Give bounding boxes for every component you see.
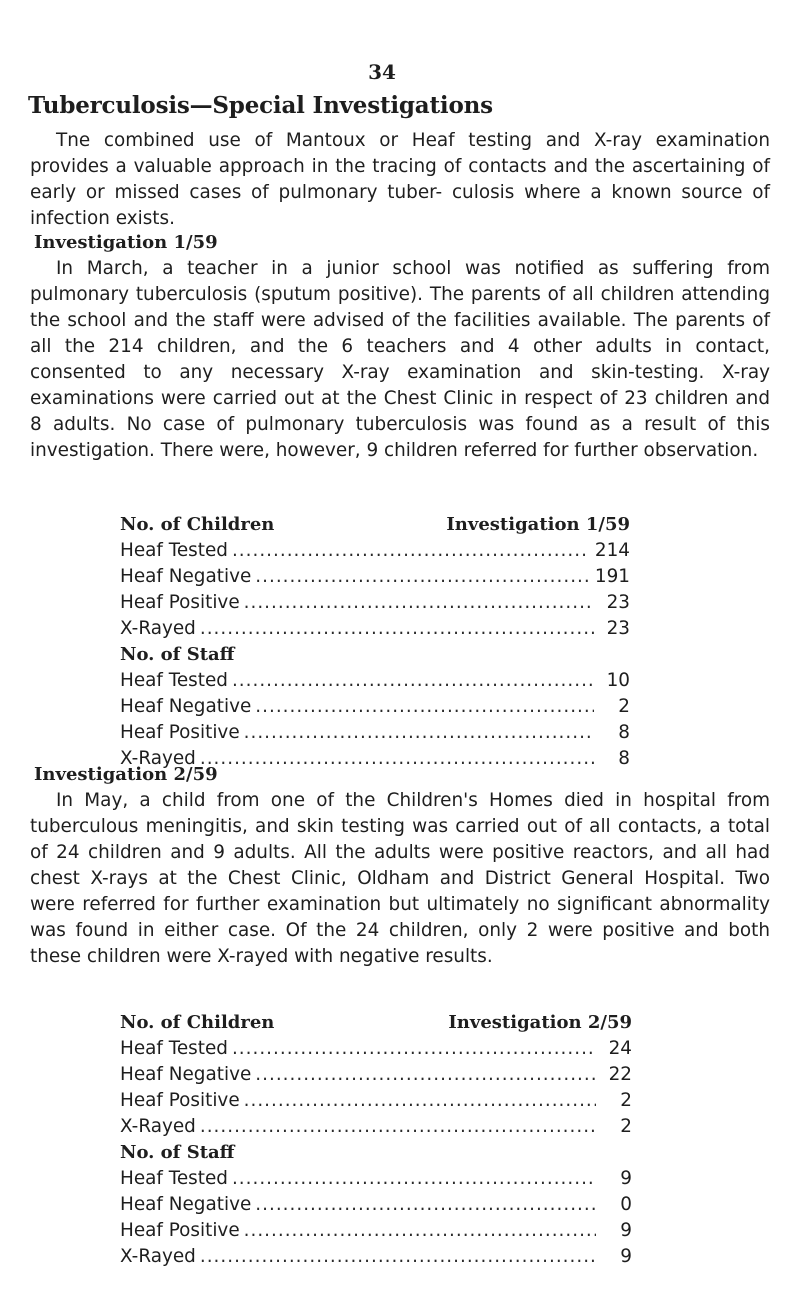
row-value: 8 — [618, 748, 630, 769]
row-value: 9 — [620, 1168, 632, 1189]
table-row — [120, 668, 630, 694]
table-row — [120, 694, 630, 720]
dot-leader — [244, 1218, 596, 1244]
table-row — [120, 1062, 632, 1088]
page-title: Tuberculosis—Special Investigations — [28, 92, 493, 119]
row-value: 9 — [620, 1246, 632, 1267]
row-value: 2 — [620, 1090, 632, 1111]
investigation-2-heading: Investigation 2/59 — [34, 764, 218, 785]
row-value: 191 — [594, 566, 630, 587]
row-label: X-Rayed — [120, 1246, 196, 1267]
row-label: Heaf Negative — [120, 696, 252, 717]
staff-group-heading: No. of Staff — [120, 1142, 235, 1163]
row-value: 22 — [608, 1064, 632, 1085]
row-label: Heaf Tested — [120, 1038, 228, 1059]
table-row — [120, 616, 630, 642]
dot-leader — [232, 1036, 596, 1062]
row-value: 0 — [620, 1194, 632, 1215]
row-label: X-Rayed — [120, 1116, 196, 1137]
table-row — [120, 1088, 632, 1114]
table-row — [120, 538, 630, 564]
dot-leader — [255, 1192, 596, 1218]
row-value: 24 — [608, 1038, 632, 1059]
table-row — [120, 1036, 632, 1062]
dot-leader — [244, 590, 594, 616]
staff-group-heading: No. of Staff — [120, 644, 235, 665]
row-value: 8 — [618, 722, 630, 743]
row-value: 23 — [606, 618, 630, 639]
table-row — [120, 720, 630, 746]
dot-leader — [255, 564, 589, 590]
table-header-row — [120, 1010, 632, 1036]
row-label: Heaf Tested — [120, 670, 228, 691]
dot-leader — [232, 668, 594, 694]
table-row — [120, 1192, 632, 1218]
table-row — [120, 590, 630, 616]
dot-leader — [255, 1062, 596, 1088]
page-number: 34 — [368, 60, 396, 84]
row-value: 214 — [594, 540, 630, 561]
investigation-1-paragraph: In March, a teacher in a junior school was notified as suffering from pulmonary tuberculosis (sputum positive). The parents of all children attending the school and the staff were advised of the facilities available. The parents of all the 214 children, and the 6 teachers and 4 other adults in contact, consented to any necessary X-ray examination and skin-testing. X-ray examinations were carried out at the Chest Clinic in respect of 23 children and 8 adults. No case of pulmonary tuberculosis was found as a result of this investigation. There were, however, 9 children referred for further observation. — [30, 258, 770, 461]
table-row — [120, 1244, 632, 1270]
table-header-row — [120, 512, 630, 538]
row-label: Heaf Negative — [120, 1064, 252, 1085]
row-value: 9 — [620, 1220, 632, 1241]
table-row — [120, 564, 630, 590]
dot-leader — [232, 538, 589, 564]
investigation-2-table — [120, 1010, 632, 1270]
table-row — [120, 1166, 632, 1192]
row-label: X-Rayed — [120, 618, 196, 639]
dot-leader — [200, 1114, 596, 1140]
table-row — [120, 1218, 632, 1244]
dot-leader — [255, 694, 594, 720]
intro-paragraph: Tne combined use of Mantoux or Heaf testing and X-ray examination provides a valuable approach in the tracing of contacts and the ascertaining of early or missed cases of pulmonary tuber- culosis where a known source of infection exists. — [30, 130, 770, 229]
row-label: Heaf Tested — [120, 540, 228, 561]
row-value: 2 — [620, 1116, 632, 1137]
row-label: Heaf Negative — [120, 566, 252, 587]
row-label: Heaf Positive — [120, 722, 240, 743]
children-column-heading: No. of Children — [120, 514, 275, 535]
dot-leader — [244, 1088, 596, 1114]
investigation-1-heading: Investigation 1/59 — [34, 232, 218, 253]
investigation-2-paragraph: In May, a child from one of the Children's Homes died in hospital from tuberculous meningitis, and skin testing was carried out of all contacts, a total of 24 children and 9 adults. All the adults were positive reactors, and all had chest X-rays at the Chest Clinic, Oldham and District General Hospital. Two were referred for further examination but ultimately no significant abnormality was found in either case. Of the 24 children, only 2 were positive and both these children were X-rayed with negative results. — [30, 790, 770, 967]
dot-leader — [200, 746, 594, 772]
investigation-column-heading: Investigation 1/59 — [446, 514, 630, 535]
row-label: Heaf Positive — [120, 1220, 240, 1241]
row-label: X-Rayed — [120, 748, 196, 769]
table-row — [120, 1114, 632, 1140]
investigation-1-table — [120, 512, 630, 772]
row-label: Heaf Positive — [120, 592, 240, 613]
dot-leader — [232, 1166, 596, 1192]
dot-leader — [200, 1244, 596, 1270]
row-label: Heaf Positive — [120, 1090, 240, 1111]
dot-leader — [244, 720, 594, 746]
children-column-heading: No. of Children — [120, 1012, 275, 1033]
row-label: Heaf Negative — [120, 1194, 252, 1215]
investigation-column-heading: Investigation 2/59 — [448, 1012, 632, 1033]
row-value: 2 — [618, 696, 630, 717]
row-label: Heaf Tested — [120, 1168, 228, 1189]
row-value: 23 — [606, 592, 630, 613]
row-value: 10 — [606, 670, 630, 691]
dot-leader — [200, 616, 594, 642]
